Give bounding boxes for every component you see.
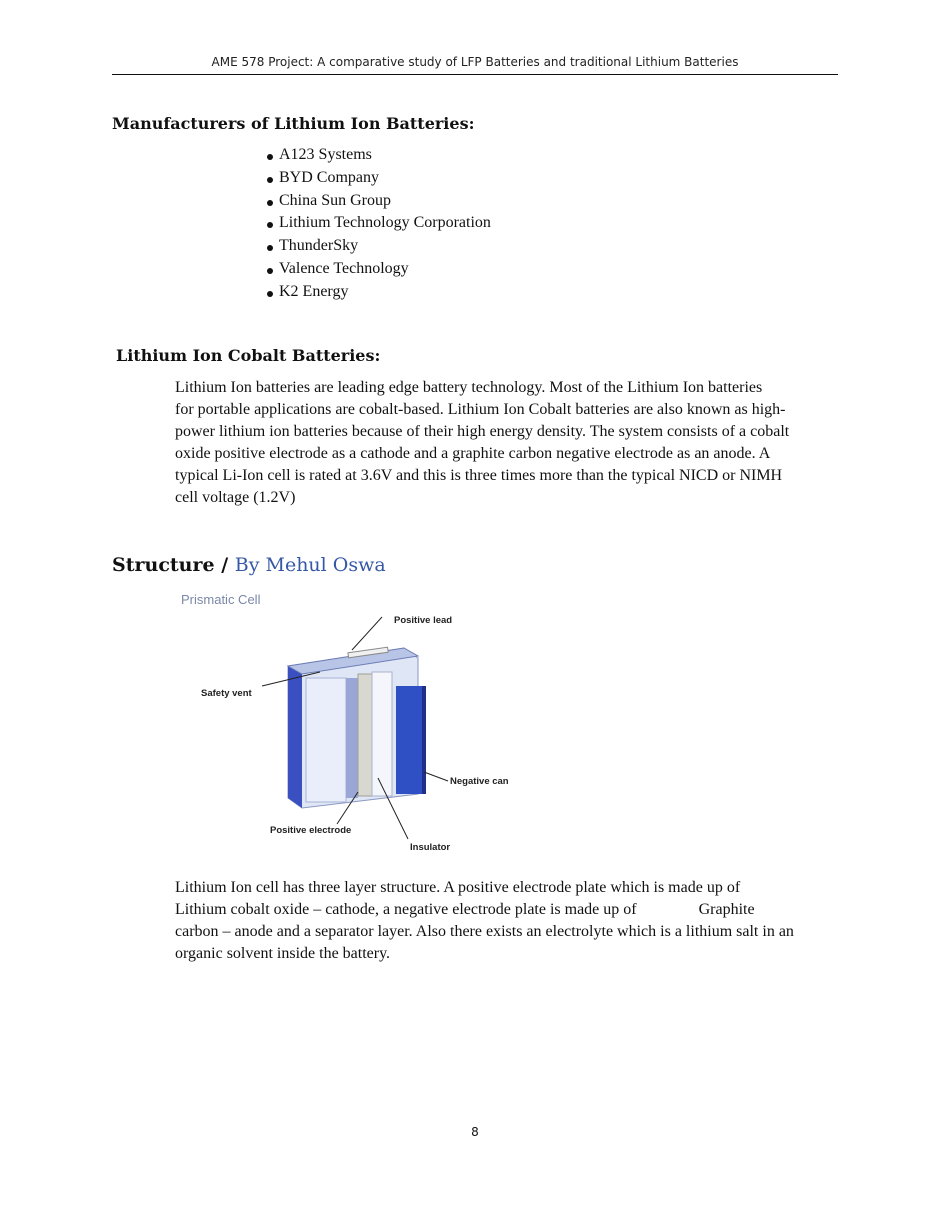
list-item: BYD Company (267, 168, 491, 191)
list-item: Lithium Technology Corporation (267, 213, 491, 236)
cobalt-heading: Lithium Ion Cobalt Batteries: (116, 346, 381, 365)
list-item: ThunderSky (267, 236, 491, 259)
author-credit: By Mehul Oswa (234, 554, 386, 576)
list-item: A123 Systems (267, 145, 491, 168)
figure-title: Prismatic Cell (181, 592, 261, 607)
positive-electrode-label: Positive electrode (270, 825, 352, 836)
bullet-icon (267, 200, 273, 206)
negative-can-label: Negative can (450, 776, 509, 787)
structure-heading: Structure / By Mehul Oswa (112, 554, 386, 576)
list-item: Valence Technology (267, 259, 491, 282)
bullet-icon (267, 177, 273, 183)
prismatic-cell-figure (172, 586, 532, 858)
page-number: 8 (471, 1125, 479, 1139)
structure-paragraph: Lithium Ion cell has three layer structure. A positive electrode plate which is made up of Lithium cobalt oxide – cathode, a negative electrode plate is made up of Graphite carbon – anode and a separator layer. Also there exists an electrolyte which is a lithium salt in an organic solvent inside the battery. (175, 879, 794, 962)
manufacturers-heading: Manufacturers of Lithium Ion Batteries: (112, 114, 475, 133)
positive-lead-label: Positive lead (394, 615, 453, 626)
bullet-icon (267, 154, 273, 160)
header-rule (112, 74, 838, 75)
insulator-label: Insulator (410, 842, 451, 853)
cobalt-paragraph: Lithium Ion batteries are leading edge battery technology. Most of the Lithium Ion batteries for portable applications are cobalt-based. Lithium Ion Cobalt batteries are also known as high- power lithium ion batteries because of their high energy density. The system consists of a cobalt oxide positive electrode as a cathode and a graphite carbon negative electrode as an anode. A typical Li-Ion cell is rated at 3.6V and this is three times more than the typical NICD or NIMH cell voltage (1.2V) (175, 379, 790, 506)
list-item: China Sun Group (267, 191, 491, 214)
safety-vent-label: Safety vent (201, 688, 252, 699)
manufacturers-list (267, 145, 491, 305)
running-header: AME 578 Project: A comparative study of LFP Batteries and traditional Lithium Batteries (211, 55, 739, 69)
bullet-icon (267, 291, 273, 297)
bullet-icon (267, 268, 273, 274)
bullet-icon (267, 245, 273, 251)
list-item: K2 Energy (267, 282, 491, 305)
bullet-icon (267, 222, 273, 228)
